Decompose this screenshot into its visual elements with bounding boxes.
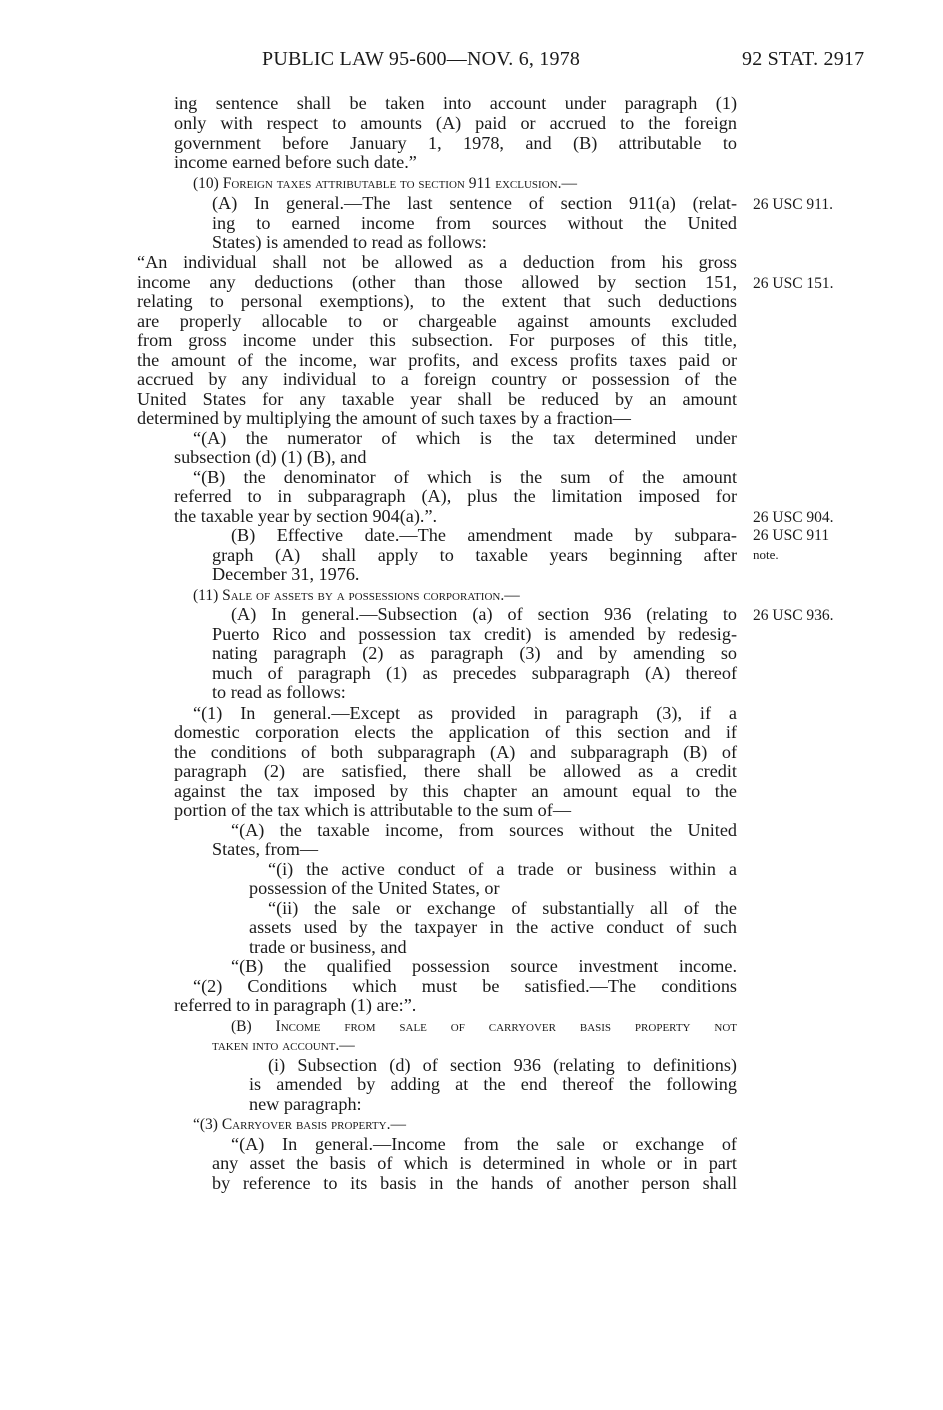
margin-citation: 26 USC 904.	[753, 509, 834, 526]
text-line: new paragraph:	[249, 1094, 362, 1114]
text-line: paragraph (2) are satisfied, there shall be allowed as a credit	[174, 761, 737, 781]
margin-citation-note: note.	[753, 547, 779, 562]
text-line: “(i) the active conduct of a trade or business within a	[268, 859, 737, 879]
text-line: “(2) Conditions which must be satisfied.—The conditions	[193, 976, 737, 996]
text-line: “(A) the taxable income, from sources without the United	[231, 820, 737, 840]
section-heading: (10) Foreign taxes attributable to section 911 exclusion.—	[193, 175, 577, 192]
section-heading: “(3) Carryover basis property.—	[193, 1116, 406, 1133]
margin-citation: 26 USC 151.	[753, 275, 834, 292]
text-line: government before January 1, 1978, and (B) attributable to	[174, 133, 737, 153]
text-line: United States for any taxable year shall be reduced by an amount	[137, 389, 737, 409]
text-line: (A) In general.—The last sentence of section 911(a) (relat-	[212, 193, 737, 213]
header-title: PUBLIC LAW 95-600—NOV. 6, 1978	[262, 48, 581, 70]
text-line: graph (A) shall apply to taxable years beginning after	[212, 545, 737, 565]
text-line: much of paragraph (1) as precedes subparagraph (A) thereof	[212, 663, 737, 683]
margin-citation: 26 USC 936.	[753, 607, 834, 624]
text-line: portion of the tax which is attributable to the sum of—	[174, 800, 572, 820]
text-line: relating to personal exemptions), to the extent that such deductions	[137, 291, 737, 311]
text-line: only with respect to amounts (A) paid or accrued to the foreign	[174, 113, 737, 133]
text-line: income earned before such date.”	[174, 152, 417, 172]
text-line: from gross income under this subsection. For purposes of this title,	[137, 330, 737, 350]
text-line: ing sentence shall be taken into account under paragraph (1)	[174, 93, 737, 113]
text-line: assets used by the taxpayer in the active conduct of such	[249, 917, 737, 937]
section-heading: taken into account.—	[212, 1037, 355, 1054]
text-line: States, from—	[212, 839, 319, 859]
text-line: are properly allocable to or chargeable against amounts excluded	[137, 311, 737, 331]
text-line: “(B) the qualified possession source investment income.	[231, 956, 737, 976]
text-line: “(ii) the sale or exchange of substantially all of the	[268, 898, 737, 918]
section-heading: (B) Income from sale of carryover basis property not	[231, 1018, 737, 1035]
page-header	[0, 48, 943, 74]
text-line: nating paragraph (2) as paragraph (3) and by amending so	[212, 643, 737, 663]
text-line: referred to in paragraph (1) are:”.	[174, 995, 417, 1015]
text-line: against the tax imposed by this chapter an amount equal to the	[174, 781, 737, 801]
text-line: (i) Subsection (d) of section 936 (relating to definitions)	[268, 1055, 737, 1075]
text-line: referred to in subparagraph (A), plus the limitation imposed for	[174, 486, 737, 506]
text-line: accrued by any individual to a foreign country or possession of the	[137, 369, 737, 389]
text-line: “(A) In general.—Income from the sale or exchange of	[231, 1134, 737, 1154]
text-line: by reference to its basis in the hands of another person shall	[212, 1173, 737, 1193]
text-line: States) is amended to read as follows:	[212, 232, 487, 252]
text-line: the amount of the income, war profits, and excess profits taxes paid or	[137, 350, 737, 370]
text-line: domestic corporation elects the application of this section and if	[174, 722, 737, 742]
text-line: December 31, 1976.	[212, 564, 360, 584]
text-line: the taxable year by section 904(a).”.	[174, 506, 438, 526]
text-line: income any deductions (other than those allowed by section 151,	[137, 272, 737, 292]
text-line: “(B) the denominator of which is the sum of the amount	[193, 467, 737, 487]
text-line: possession of the United States, or	[249, 878, 500, 898]
text-line: trade or business, and	[249, 937, 407, 957]
text-line: “(1) In general.—Except as provided in paragraph (3), if a	[193, 703, 737, 723]
text-line: Puerto Rico and possession tax credit) is amended by redesig-	[212, 624, 737, 644]
section-heading: (11) Sale of assets by a possessions corporation.—	[193, 587, 520, 604]
text-line: ing to earned income from sources without the United	[212, 213, 737, 233]
header-stat-page: 92 STAT. 2917	[742, 48, 865, 70]
margin-citation: 26 USC 911.	[753, 196, 833, 213]
text-line: to read as follows:	[212, 682, 346, 702]
text-line: the conditions of both subparagraph (A) and subparagraph (B) of	[174, 742, 737, 762]
text-line: (B) Effective date.—The amendment made by subpara-	[231, 525, 737, 545]
text-line: (A) In general.—Subsection (a) of section 936 (relating to	[231, 604, 737, 624]
margin-citation: 26 USC 911	[753, 527, 830, 544]
text-line: subsection (d) (1) (B), and	[174, 447, 367, 467]
text-line: determined by multiplying the amount of such taxes by a fraction—	[137, 408, 631, 428]
text-line: “(A) the numerator of which is the tax determined under	[193, 428, 737, 448]
text-line: is amended by adding at the end thereof the following	[249, 1074, 737, 1094]
text-line: “An individual shall not be allowed as a deduction from his gross	[137, 252, 737, 272]
text-line: any asset the basis of which is determined in whole or in part	[212, 1153, 737, 1173]
